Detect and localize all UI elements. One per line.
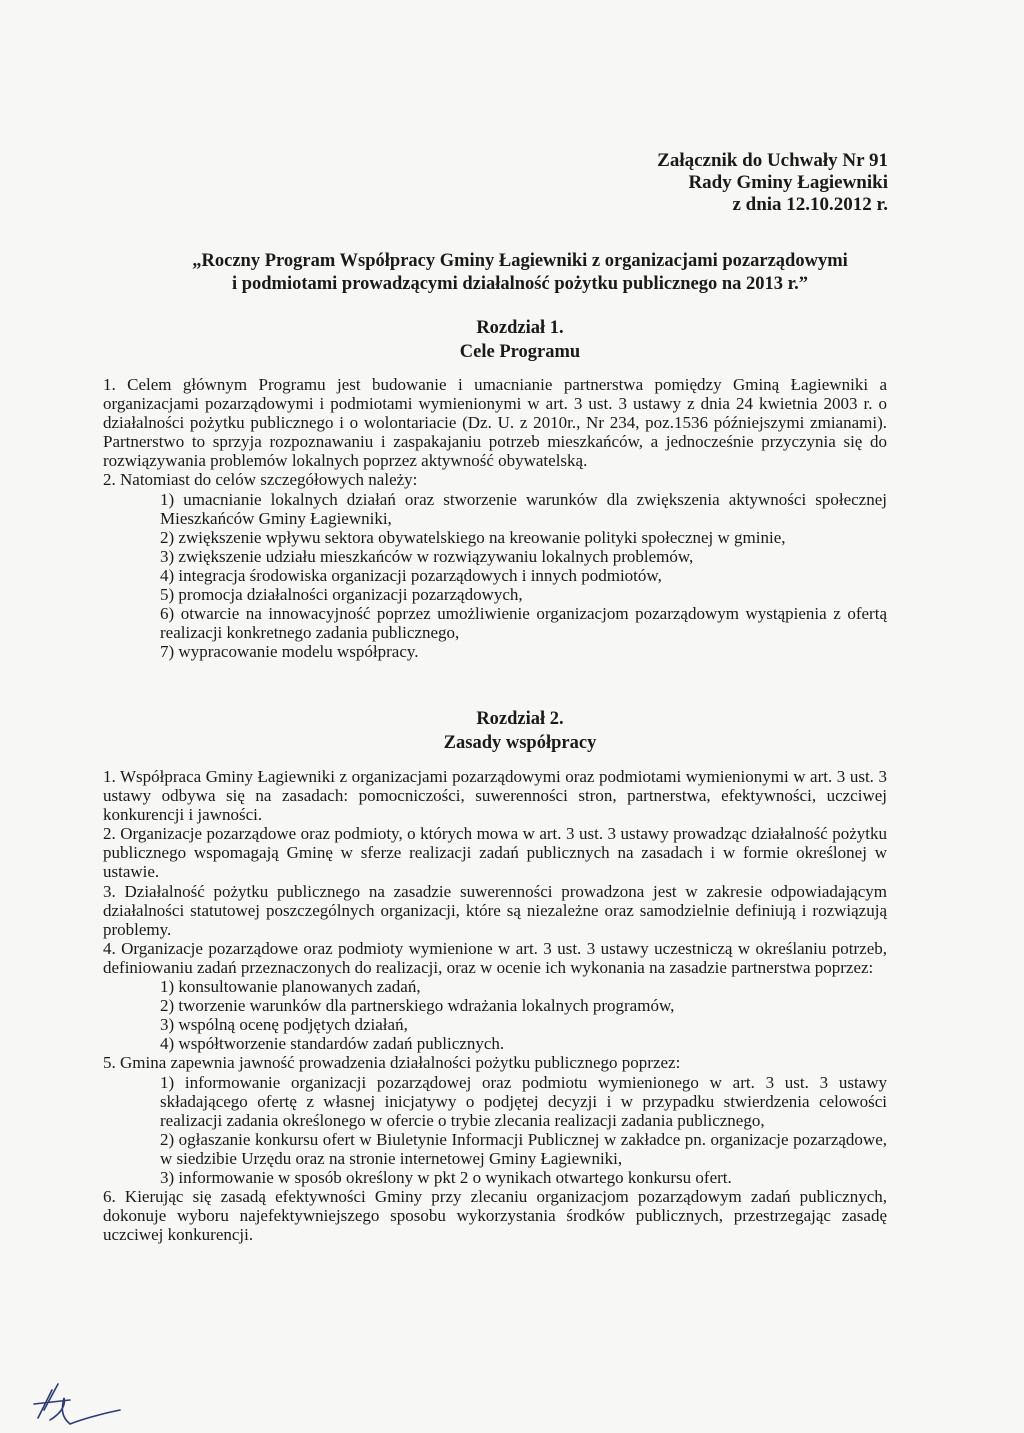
chapter-2-paragraph-5: 5. Gmina zapewnia jawność prowadzenia działalności pożytku publicznego poprzez: [103,1053,681,1073]
header-line-2: Rady Gminy Łagiewniki [688,172,888,193]
chapter-1-paragraph-2: 2. Natomiast do celów szczegółowych należy: [103,470,418,490]
chapter-1-body [103,375,887,661]
chapter-2-paragraph-1: 1. Współpraca Gminy Łagiewniki z organizacjami pozarządowymi oraz podmiotami wymienionymi w art. 3 ust. 3 ustawy odbywa się na zasadach: pomocniczości, suwerenności stron, partnerstwa, efektywności, uczciwej konkurencji i jawności. [103,767,887,825]
chapter-1-title: Cele Programu [459,342,581,362]
list-item: 4) współtworzenie standardów zadań publicznych. [160,1034,505,1054]
chapter-2-paragraph-4: 4. Organizacje pozarządowe oraz podmioty wymienione w art. 3 ust. 3 ustawy uczestniczą w określaniu potrzeb, definiowaniu zadań przeznaczonych do realizacji, oraz w ocenie ich wykonania na zasadzie partnerstwa poprzez: [103,938,887,977]
program-title [100,250,940,296]
header-line-1: Załącznik do Uchwały Nr 91 [657,150,888,171]
chapter-2-paragraph-3: 3. Działalność pożytku publicznego na zasadzie suwerenności prowadzona jest w zakresie odpowiadającym działalności statutowej poszczególnych organizacji, które są niezależne oraz samodzielnie definiują i rozwiązują problemy. [103,881,887,939]
attachment-header [657,150,888,216]
list-item: 1) umacnianie lokalnych działań oraz stworzenie warunków dla zwiększenia aktywności społecznej Mieszkańców Gminy Łagiewniki, [160,489,887,528]
chapter-1-heading [100,316,940,364]
program-title-line-2: i podmiotami prowadzącymi działalność pożytku publicznego na 2013 r.” [231,274,809,294]
chapter-1-number: Rozdział 1. [476,318,564,338]
program-title-line-1: „Roczny Program Współpracy Gminy Łagiewniki z organizacjami pozarządowymi [192,251,848,271]
header-line-3: z dnia 12.10.2012 r. [732,194,888,215]
list-item: 3) wspólną ocenę podjętych działań, [160,1015,408,1035]
list-item: 4) integracja środowiska organizacji pozarządowych i innych podmiotów, [160,565,662,585]
chapter-2-body [103,767,887,1244]
list-item: 1) konsultowanie planowanych zadań, [160,977,421,997]
chapter-2-paragraph-6: 6. Kierując się zasadą efektywności Gminy przy zlecaniu organizacjom pozarządowym zadań publicznych, dokonuje wyboru najefektywniejszego sposobu wykorzystania środków publicznych, przestrzegając zasadę uczciwej konkurencji. [103,1187,887,1245]
list-item: 1) informowanie organizacji pozarządowej oraz podmiotu wymienionego w art. 3 ust. 3 ustawy składającego ofertę z własnej inicjatywy o podjętej decyzji i w przypadku stwierdzenia celowości realizacji zadania określonego w ofercie o trybie zlecania realizacji zadania publicznego, [160,1072,887,1130]
chapter-2-heading [100,707,940,755]
list-item: 6) otwarcie na innowacyjność poprzez umożliwienie organizacjom pozarządowym wystąpienia z ofertą realizacji konkretnego zadania publicznego, [160,604,887,643]
list-item: 2) tworzenie warunków dla partnerskiego wdrażania lokalnych programów, [160,996,675,1016]
chapter-2-paragraph-2: 2. Organizacje pozarządowe oraz podmioty, o których mowa w art. 3 ust. 3 ustawy prowadząc działalność pożytku publicznego wspomagają Gminę w sferze realizacji zadań publicznych na zasadach i w formie określonej w ustawie. [103,824,887,882]
list-item: 2) zwiększenie wpływu sektora obywatelskiego na kreowanie polityki społecznej w gminie, [160,527,786,547]
chapter-2-title: Zasady współpracy [443,733,597,753]
initials-signature [30,1370,130,1430]
chapter-1-paragraph-1: 1. Celem głównym Programu jest budowanie i umacnianie partnerstwa pomiędzy Gminą Łagiewniki a organizacjami pozarządowymi i podmiotami wymienionymi w art. 3 ust. 3 ustawy z dnia 24 kwietnia 2003 r. o działalności pożytku publicznego i o wolontariacie (Dz. U. z 2010r., Nr 234, poz.1536 późniejszymi zmianami). Partnerstwo to sprzyja rozpoznawaniu i zaspakajaniu potrzeb mieszkańców, a jednocześnie przyczynia się do rozwiązywania problemów lokalnych poprzez aktywność obywatelską. [103,375,887,471]
list-item: 3) informowanie w sposób określony w pkt 2 o wynikach otwartego konkursu ofert. [160,1167,732,1187]
list-item: 5) promocja działalności organizacji pozarządowych, [160,585,523,605]
list-item: 2) ogłaszanie konkursu ofert w Biuletynie Informacji Publicznej w zakładce pn. organizacje pozarządowe, w siedzibie Urzędu oraz na stronie internetowej Gminy Łagiewniki, [160,1129,887,1168]
list-item: 3) zwiększenie udziału mieszkańców w rozwiązywaniu lokalnych problemów, [160,546,694,566]
list-item: 7) wypracowanie modelu współpracy. [160,642,419,662]
chapter-2-number: Rozdział 2. [476,709,564,729]
